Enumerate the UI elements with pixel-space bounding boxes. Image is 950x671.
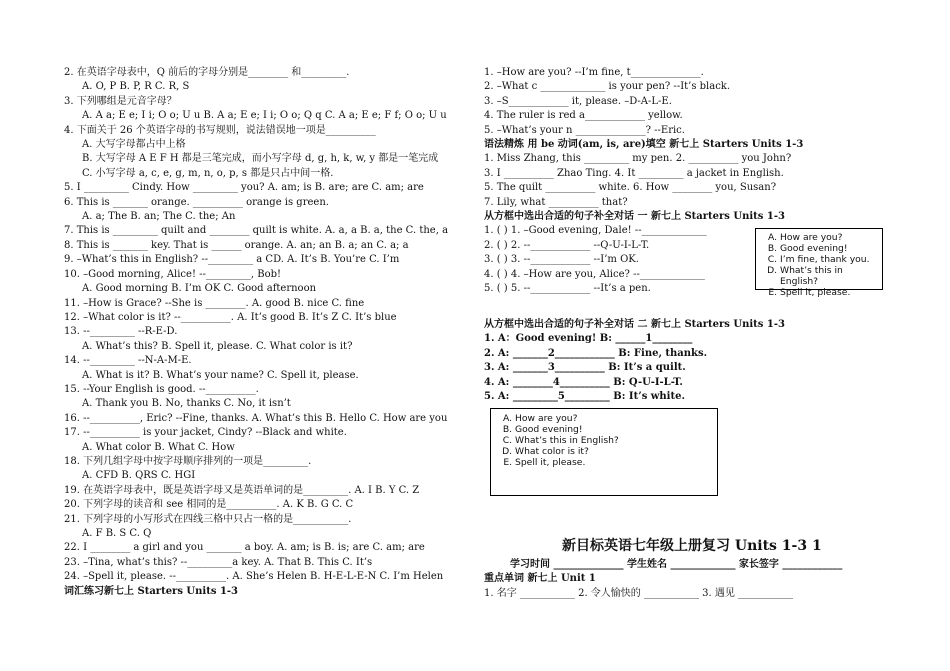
left-line: B. 大写字母 A E F H 都是三笔完成，而小写字母 d, g, h, k, w, y 都是一笔完成 (82, 153, 439, 165)
left-line: 8. This is _______ key. That is ______ orange. A. an; an B. a; an C. a; a (64, 239, 409, 251)
left-line: A. 大写字母都占中上格 (82, 139, 186, 151)
box-option: D. What’s this in English? (780, 265, 876, 287)
left-line: 24. –Spell it, please. --__________. A. She’s Helen B. H-E-L-E-N C. I’m Helen (64, 571, 444, 583)
left-column (64, 66, 464, 599)
left-line: 17. --__________ is your jacket, Cindy? --Black and white. (64, 427, 347, 439)
left-line: A. Good morning B. I’m OK C. Good afternoon (82, 283, 317, 295)
right-line: 从方框中选出合适的句子补全对话 一 新七上 Starters Units 1-3 (484, 211, 785, 223)
left-line: 15. --Your English is good. --__________. (64, 383, 259, 395)
right-line: 1. ( ) 1. –Good evening, Dale! --_____________ (484, 225, 707, 237)
left-line: 3. 下列哪组是元音字母？ (64, 95, 177, 107)
left-line: 5. I _________ Cindy. How _________ you? A. am; is B. are; are C. am; are (64, 182, 424, 194)
left-line: A. A a; E e; I i; O o; U u B. A a; E e; I i; O o; Q q C. A a; E e; F f; O o; U u (82, 110, 447, 122)
section2-line: 5. A: _________5_________ B: It’s white. (484, 391, 685, 403)
page-title: 新目标英语七年级上册复习 Units 1-3 1 (562, 538, 822, 554)
right-line: 5. –What’s your n ______________? --Eric. (484, 124, 685, 136)
right-line: 1. –How are you? --I’m fine, t______________. (484, 67, 704, 78)
right-line: 5. ( ) 5. --____________ --It’s a pen. (484, 283, 651, 295)
section2-line: 3. A: _______3__________ B: It’s a quilt. (484, 362, 686, 374)
box-option: B. Good evening! (780, 243, 876, 254)
box-option: C. I’m fine, thank you. (780, 254, 876, 265)
right-line: 5. The quilt __________ white. 6. How ________ you, Susan? (484, 182, 777, 194)
left-line: 21. 下列字母的小写形式在四线三格中只占一格的是___________. (64, 513, 352, 525)
left-line: 4. 下面关于 26 个英语字母的书写规则，说法错误地一项是__________ (64, 124, 376, 136)
left-line: 16. --__________, Eric? --Fine, thanks. A. What’s this B. Hello C. How are you (64, 412, 448, 424)
section2-line: 2. A: _______2____________ B: Fine, thanks. (484, 347, 708, 359)
answer-box-1 (755, 228, 883, 298)
left-line: 10. –Good morning, Alice! --_________, Bob! (64, 268, 282, 280)
left-line: 7. This is _________ quilt and ________ quilt is white. A. a, a B. a, the C. the, a (64, 225, 449, 237)
left-line: A. What color B. What C. How (82, 441, 235, 453)
footer-section (484, 558, 842, 601)
left-line: A. Thank you B. No, thanks C. No, it isn’t (82, 398, 291, 410)
left-line: A. CFD B. QRS C. HGI (82, 470, 196, 482)
left-line: A. What’s this? B. Spell it, please. C. What color is it? (82, 340, 353, 352)
right-line: 7. Lily, what __________ that? (484, 196, 628, 208)
left-line: 2. 在英语字母表中，Q 前后的字母分别是________ 和_________. (64, 67, 350, 78)
right-line: 3. I __________ Zhao Ting. 4. It _________ a jacket in English. (484, 167, 784, 179)
right-line: 3. –S____________ it, please. –D-A-L-E. (484, 95, 672, 107)
box-option: A. How are you? (515, 413, 711, 424)
right-line: 2. –What c _____________ is your pen? --It’s black. (484, 81, 731, 93)
left-line: C. 小写字母 a, c, e, g, m, n, o, p, s 都是只占中间一格. (82, 167, 334, 179)
left-line: 词汇练习新七上 Starters Units 1-3 (64, 585, 239, 597)
left-line: 23. –Tina, what’s this? --_________a key. A. That B. This C. It’s (64, 556, 373, 568)
box-option: E. Spell it, please. (780, 287, 876, 298)
right-line: 3. ( ) 3. --____________ --I’m OK. (484, 254, 639, 266)
right-line: 1. Miss Zhang, this _________ my pen. 2. __________ you John? (484, 153, 792, 165)
box-option: A. How are you? (780, 232, 876, 243)
right-line: 2. ( ) 2. --____________ --Q-U-I-L-T. (484, 239, 650, 251)
left-line: 11. –How is Grace? --She is ________. A. good B. nice C. fine (64, 297, 365, 309)
box-option: B. Good evening! (515, 424, 711, 435)
key-words-heading: 重点单词 新七上 Unit 1 (484, 573, 596, 585)
left-line: A. What is it? B. What’s your name? C. Spell it, please. (82, 369, 359, 381)
right-line: 4. ( ) 4. –How are you, Alice? --_____________ (484, 268, 705, 280)
right-line: 4. The ruler is red a____________ yellow. (484, 110, 683, 122)
section2-line: 1. A：Good evening! B: ______1________ (484, 333, 693, 345)
key-words-line: 1. 名字 ___________ 2. 令人愉快的 ___________ 3. 遇见 ___________ (484, 587, 794, 599)
box-option: E. Spell it, please. (515, 457, 711, 468)
study-info-line: 学习时间 ______________ 学生姓名 _____________ 家长签字 ____________ (510, 559, 843, 570)
left-line: 9. –What’s this in English? --_________ a CD. A. It’s B. You’re C. I’m (64, 254, 400, 266)
left-line: 19. 在英语字母表中，既是英语字母又是英语单词的是_________. A. I B. Y C. Z (64, 484, 420, 496)
section2-line: 4. A: ________4__________ B: Q-U-I-L-T. (484, 376, 683, 388)
box-option: D. What color is it? (515, 446, 711, 457)
section2 (484, 318, 904, 404)
left-line: 14. --_________ --N-A-M-E. (64, 355, 192, 367)
left-line: 22. I ________ a girl and you _______ a boy. A. am; is B. is; are C. am; are (64, 542, 425, 554)
left-line: 13. --_________ --R-E-D. (64, 326, 178, 338)
left-line: 12. –What color is it? --__________. A. It’s good B. It’s Z C. It’s blue (64, 311, 397, 323)
left-line: 20. 下列字母的读音和 see 相同的是__________. A. K B. G C. C (64, 499, 354, 511)
left-line: A. a; The B. an; The C. the; An (82, 211, 236, 223)
left-line: A. F B. S C. Q (82, 528, 152, 539)
left-line: A. O, P B. P, R C. R, S (82, 81, 190, 93)
section2-title: 从方框中选出合适的句子补全对话 二 新七上 Starters Units 1-3 (484, 319, 785, 330)
box-option: C. What’s this in English? (515, 435, 711, 446)
right-line: 语法精炼 用 be 动词(am, is, are)填空 新七上 Starters Units 1-3 (484, 139, 804, 151)
answer-box-2 (490, 408, 718, 496)
left-line: 6. This is _______ orange. __________ orange is green. (64, 196, 329, 208)
left-line: 18. 下列几组字母中按字母顺序排列的一项是_________. (64, 455, 312, 467)
